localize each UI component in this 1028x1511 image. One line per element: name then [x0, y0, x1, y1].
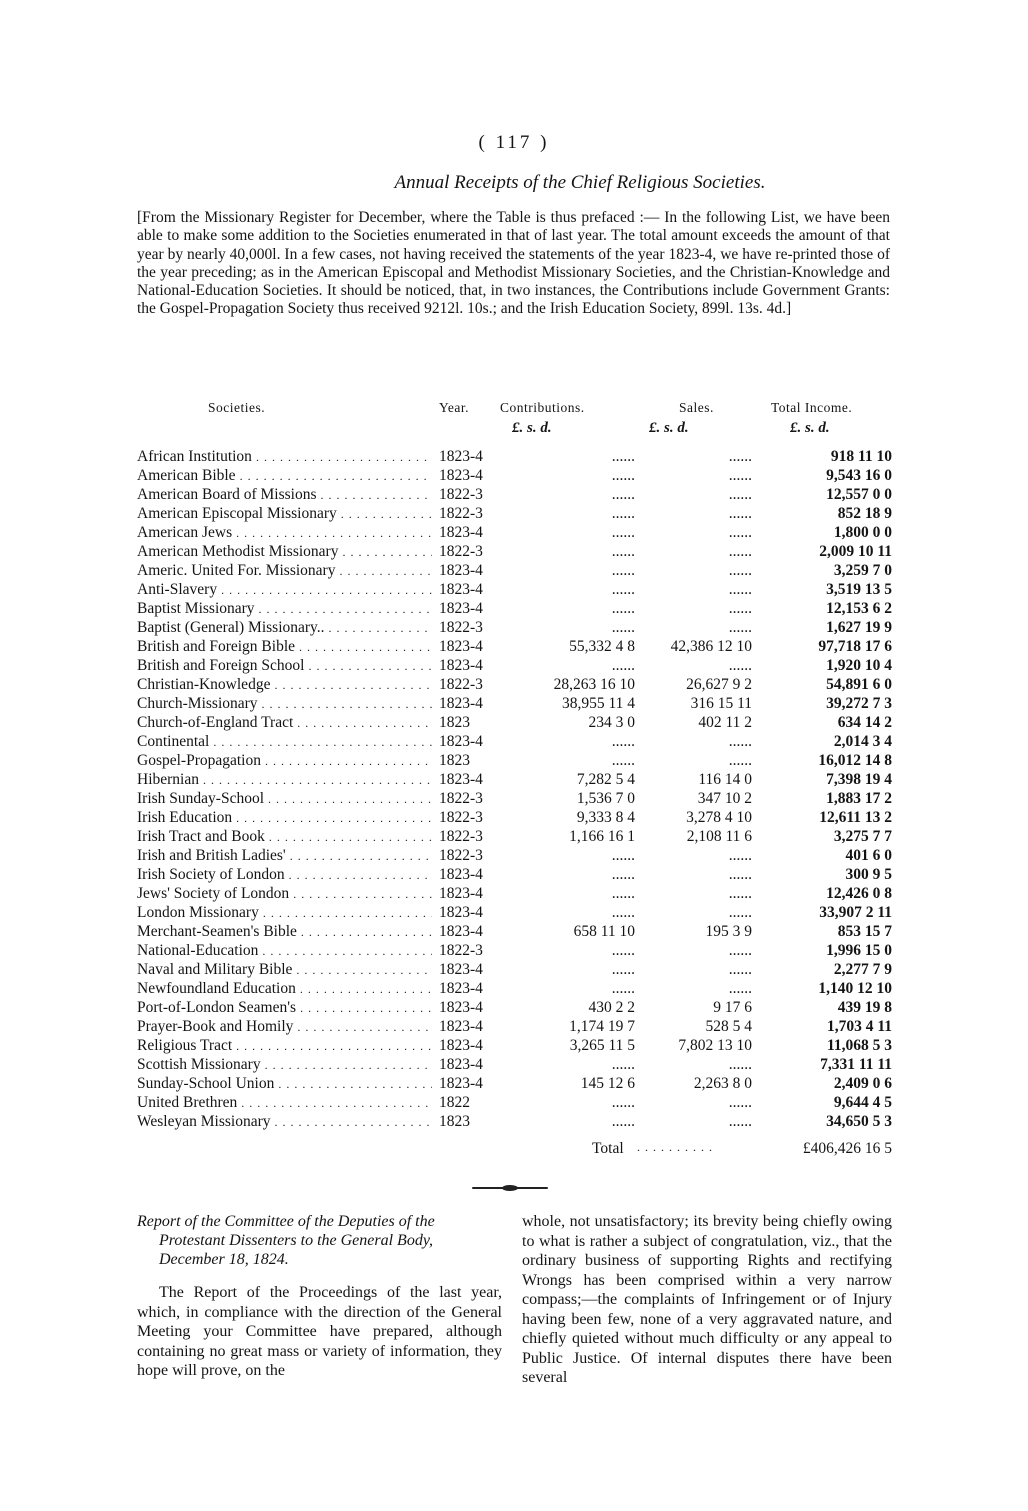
society-sales: 195 3 9 — [705, 923, 752, 940]
society-contributions: ...... — [611, 524, 635, 541]
table-row — [137, 960, 892, 979]
society-sales: 3,278 4 10 — [686, 809, 752, 826]
society-sales: 26,627 9 2 — [686, 676, 752, 693]
society-name: Baptist Missionary . . . — [137, 599, 432, 619]
society-total-income: 1,703 4 11 — [826, 1018, 892, 1035]
society-name: Irish Sunday-School . . . — [137, 789, 432, 809]
society-name: Americ. United For. Missionary . . . — [137, 561, 432, 581]
table-row — [137, 1055, 892, 1074]
society-total-income: 11,068 5 3 — [826, 1037, 892, 1054]
society-sales: 402 11 2 — [698, 714, 752, 731]
society-name: American Jews . . . — [137, 523, 432, 543]
table-row — [137, 504, 892, 523]
society-contributions: 9,333 8 4 — [576, 809, 635, 826]
society-sales: ...... — [728, 980, 752, 997]
society-total-income: 12,557 0 0 — [826, 486, 892, 503]
society-total-income: 1,920 10 4 — [826, 657, 892, 674]
units-contributions: £. s. d. — [512, 420, 552, 436]
society-name: Scottish Missionary . . . — [137, 1055, 432, 1075]
society-contributions: 38,955 11 4 — [561, 695, 635, 712]
society-total-income: 7,331 11 11 — [820, 1056, 892, 1073]
society-total-income: 1,627 19 9 — [826, 619, 892, 636]
table-row — [137, 865, 892, 884]
society-sales: 347 10 2 — [697, 790, 752, 807]
society-contributions: ...... — [611, 505, 635, 522]
society-total-income: 97,718 17 6 — [818, 638, 892, 655]
society-contributions: ...... — [611, 562, 635, 579]
society-year: 1823 — [439, 1113, 470, 1130]
society-sales: ...... — [728, 752, 752, 769]
society-name: Merchant-Seamen's Bible . . . — [137, 922, 432, 942]
society-name: African Institution . . . — [137, 447, 432, 467]
table-row — [137, 884, 892, 903]
table-row — [137, 637, 892, 656]
society-name: National-Education . . . — [137, 941, 432, 961]
society-year: 1822 — [439, 1094, 470, 1111]
society-year: 1823-4 — [439, 657, 483, 674]
society-total-income: 918 11 10 — [830, 448, 892, 465]
society-contributions: ...... — [611, 980, 635, 997]
society-sales: ...... — [728, 486, 752, 503]
table-row — [137, 713, 892, 732]
society-sales: ...... — [728, 505, 752, 522]
society-year: 1823-4 — [439, 524, 483, 541]
society-year: 1823-4 — [439, 1018, 483, 1035]
society-total-income: 2,009 10 11 — [819, 543, 892, 560]
society-contributions: ...... — [611, 885, 635, 902]
table-row — [137, 1093, 892, 1112]
society-name: Wesleyan Missionary . . . — [137, 1112, 432, 1132]
society-year: 1823-4 — [439, 638, 483, 655]
society-name: Irish Society of London . . . — [137, 865, 432, 885]
society-contributions: ...... — [611, 619, 635, 636]
society-year: 1823-4 — [439, 980, 483, 997]
society-contributions: ...... — [611, 448, 635, 465]
society-total-income: 33,907 2 11 — [819, 904, 892, 921]
society-sales: ...... — [728, 866, 752, 883]
society-total-income: 2,277 7 9 — [833, 961, 892, 978]
society-name: American Bible . . . — [137, 466, 432, 486]
society-total-income: 1,883 17 2 — [826, 790, 892, 807]
society-name: Baptist (General) Missionary.. . . . — [137, 618, 432, 638]
society-total-income: 9,543 16 0 — [826, 467, 892, 484]
table-row — [137, 656, 892, 675]
table-row — [137, 675, 892, 694]
table-row — [137, 751, 892, 770]
society-sales: ...... — [728, 885, 752, 902]
society-total-income: 12,153 6 2 — [826, 600, 892, 617]
society-contributions: 55,332 4 8 — [569, 638, 635, 655]
society-contributions: ...... — [611, 486, 635, 503]
society-name: Port-of-London Seamen's . . . — [137, 998, 432, 1018]
society-sales: ...... — [728, 543, 752, 560]
society-year: 1823 — [439, 714, 470, 731]
table-row — [137, 694, 892, 713]
society-name: Hibernian . . . — [137, 770, 432, 790]
society-contributions: ...... — [611, 657, 635, 674]
table-row — [137, 542, 892, 561]
society-year: 1822-3 — [439, 847, 483, 864]
society-sales: 116 14 0 — [698, 771, 752, 788]
society-year: 1822-3 — [439, 676, 483, 693]
table-row — [137, 922, 892, 941]
table-row — [137, 447, 892, 466]
society-year: 1823-4 — [439, 448, 483, 465]
table-row — [137, 580, 892, 599]
society-total-income: 439 19 8 — [837, 999, 892, 1016]
society-sales: ...... — [728, 942, 752, 959]
society-contributions: ...... — [611, 600, 635, 617]
table-row — [137, 827, 892, 846]
section-divider — [472, 1187, 548, 1189]
society-total-income: 2,014 3 4 — [833, 733, 892, 750]
header-sales: Sales. — [679, 400, 714, 415]
society-total-income: 12,611 13 2 — [819, 809, 892, 826]
society-year: 1823-4 — [439, 562, 483, 579]
society-year: 1823-4 — [439, 600, 483, 617]
society-year: 1823 — [439, 752, 470, 769]
society-contributions: ...... — [611, 733, 635, 750]
society-sales: ...... — [728, 619, 752, 636]
society-name: British and Foreign School . . . — [137, 656, 432, 676]
report-body-right: whole, not unsatisfactory; its brevity being chiefly owing to what is rather a subject of congratulation, viz., that the ordinary business of supporting Rights and rectifying Wrongs has been comprised within a very narrow compass;—the complaints of Infringement or of Injury having been few, none of a very aggravated nature, and chiefly quieted without much difficulty or any appeal to Public Justice. Of internal disputes there have been several — [522, 1213, 892, 1386]
society-year: 1822-3 — [439, 790, 483, 807]
society-sales: ...... — [728, 562, 752, 579]
table-row — [137, 770, 892, 789]
table-row — [137, 846, 892, 865]
society-total-income: 1,800 0 0 — [833, 524, 892, 541]
society-year: 1822-3 — [439, 543, 483, 560]
society-sales: ...... — [728, 467, 752, 484]
total-label: Total — [592, 1140, 624, 1157]
table-row — [137, 523, 892, 542]
society-name: Gospel-Propagation . . . — [137, 751, 432, 771]
society-name: Church-of-England Tract . . . — [137, 713, 432, 733]
society-total-income: 12,426 0 8 — [826, 885, 892, 902]
society-name: Irish and British Ladies' . . . — [137, 846, 432, 866]
society-total-income: 3,519 13 5 — [826, 581, 892, 598]
society-sales: ...... — [728, 448, 752, 465]
society-contributions: 1,174 19 7 — [569, 1018, 635, 1035]
society-name: Irish Tract and Book . . . — [137, 827, 432, 847]
table-row — [137, 1112, 892, 1131]
receipts-table — [137, 447, 892, 1131]
society-sales: 2,263 8 0 — [693, 1075, 752, 1092]
society-year: 1822-3 — [439, 809, 483, 826]
society-total-income: 3,275 7 7 — [833, 828, 892, 845]
society-name: Anti-Slavery . . . — [137, 580, 432, 600]
intro-paragraph: [From the Missionary Register for December, where the Table is thus prefaced :— In the following List, we have been able to make some addition to the Societies enumerated in that of last year. The total amount exceeds the amount of that year by nearly 40,000l. In a few cases, not having received the statements of the year 1823-4, we have re-printed those of the year preceding; as in the American Episcopal and Methodist Missionary Societies, and the Christian-Knowledge and National-Education Societies. It should be noticed, that, in two instances, the Contributions include Government Grants: the Gospel-Propagation Society thus received 9212l. 10s.; and the Irish Education Society, 899l. 13s. 4d.] — [137, 209, 890, 318]
society-total-income: 1,140 12 10 — [818, 980, 892, 997]
society-contributions: 7,282 5 4 — [576, 771, 635, 788]
society-contributions: ...... — [611, 543, 635, 560]
society-sales: ...... — [728, 581, 752, 598]
society-sales: 316 15 11 — [690, 695, 752, 712]
society-total-income: 2,409 0 6 — [833, 1075, 892, 1092]
society-year: 1822-3 — [439, 486, 483, 503]
society-contributions: 430 2 2 — [588, 999, 635, 1016]
society-contributions: ...... — [611, 1056, 635, 1073]
units-sales: £. s. d. — [649, 420, 689, 436]
society-contributions: 145 12 6 — [580, 1075, 635, 1092]
society-total-income: 16,012 14 8 — [818, 752, 892, 769]
society-name: American Methodist Missionary . . . — [137, 542, 432, 562]
society-name: Naval and Military Bible . . . — [137, 960, 432, 980]
society-total-income: 852 18 9 — [837, 505, 892, 522]
society-name: Christian-Knowledge . . . — [137, 675, 432, 695]
society-contributions: 234 3 0 — [588, 714, 635, 731]
society-year: 1823-4 — [439, 904, 483, 921]
report-title: Report of the Committee of the Deputies of the Protestant Dissenters to the General Body, December 18, 1824. — [137, 1213, 435, 1268]
society-total-income: 39,272 7 3 — [826, 695, 892, 712]
society-year: 1822-3 — [439, 505, 483, 522]
society-sales: ...... — [728, 1056, 752, 1073]
society-name: Prayer-Book and Homily . . . — [137, 1017, 432, 1037]
society-contributions: 28,263 16 10 — [553, 676, 635, 693]
society-sales: ...... — [728, 600, 752, 617]
table-row — [137, 561, 892, 580]
society-sales: ...... — [728, 904, 752, 921]
society-year: 1823-4 — [439, 999, 483, 1016]
table-row — [137, 485, 892, 504]
society-year: 1823-4 — [439, 771, 483, 788]
society-name: Newfoundland Education . . . — [137, 979, 432, 999]
society-sales: ...... — [728, 524, 752, 541]
society-year: 1823-4 — [439, 1056, 483, 1073]
society-year: 1822-3 — [439, 942, 483, 959]
society-year: 1822-3 — [439, 619, 483, 636]
society-contributions: ...... — [611, 467, 635, 484]
table-row — [137, 979, 892, 998]
table-row — [137, 466, 892, 485]
society-contributions: ...... — [611, 942, 635, 959]
society-total-income: 401 6 0 — [845, 847, 892, 864]
society-name: Sunday-School Union . . . — [137, 1074, 432, 1094]
society-year: 1823-4 — [439, 866, 483, 883]
society-total-income: 853 15 7 — [837, 923, 892, 940]
society-name: Religious Tract . . . — [137, 1036, 432, 1056]
society-year: 1823-4 — [439, 885, 483, 902]
header-total-income: Total Income. — [771, 400, 853, 415]
society-contributions: 3,265 11 5 — [569, 1037, 635, 1054]
society-year: 1823-4 — [439, 1037, 483, 1054]
society-year: 1822-3 — [439, 828, 483, 845]
society-sales: 528 5 4 — [705, 1018, 752, 1035]
table-row — [137, 1036, 892, 1055]
page-number: ( 117 ) — [478, 132, 550, 153]
society-year: 1823-4 — [439, 467, 483, 484]
table-row — [137, 732, 892, 751]
society-name: American Board of Missions . . . — [137, 485, 432, 505]
society-contributions: ...... — [611, 581, 635, 598]
society-name: Church-Missionary . . . — [137, 694, 432, 714]
units-total: £. s. d. — [790, 420, 830, 436]
society-contributions: ...... — [611, 866, 635, 883]
table-total-row — [137, 1140, 892, 1160]
total-leader-dots: . . . . . . . . . . — [637, 1140, 713, 1154]
society-sales: ...... — [728, 961, 752, 978]
table-row — [137, 903, 892, 922]
header-year: Year. — [439, 400, 470, 415]
society-year: 1823-4 — [439, 581, 483, 598]
header-contributions: Contributions. — [500, 400, 585, 415]
header-societies: Societies. — [208, 400, 266, 415]
society-contributions: ...... — [611, 904, 635, 921]
society-total-income: 54,891 6 0 — [826, 676, 892, 693]
society-sales: ...... — [728, 657, 752, 674]
society-name: Jews' Society of London . . . — [137, 884, 432, 904]
table-row — [137, 1074, 892, 1093]
table-row — [137, 618, 892, 637]
society-year: 1823-4 — [439, 1075, 483, 1092]
report-body-left: The Report of the Proceedings of the last year, which, in compliance with the direction of the General Meeting your Committee have prepared, although containing no great mass or variety of information, they hope will prove, on the — [137, 1284, 502, 1379]
page-title: Annual Receipts of the Chief Religious Societies. — [394, 172, 766, 193]
society-total-income: 7,398 19 4 — [826, 771, 892, 788]
society-contributions: 1,536 7 0 — [576, 790, 635, 807]
society-total-income: 3,259 7 0 — [833, 562, 892, 579]
report-left-column — [137, 1212, 502, 1381]
society-total-income: 9,644 4 5 — [833, 1094, 892, 1111]
society-sales: 42,386 12 10 — [670, 638, 752, 655]
society-year: 1823-4 — [439, 961, 483, 978]
society-contributions: ...... — [611, 1113, 635, 1130]
society-name: Continental . . . — [137, 732, 432, 752]
society-total-income: 34,650 5 3 — [826, 1113, 892, 1130]
table-row — [137, 808, 892, 827]
society-contributions: ...... — [611, 752, 635, 769]
society-contributions: ...... — [611, 847, 635, 864]
society-name: British and Foreign Bible . . . — [137, 637, 432, 657]
society-total-income: 300 9 5 — [845, 866, 892, 883]
society-sales: 2,108 11 6 — [686, 828, 752, 845]
table-row — [137, 998, 892, 1017]
table-row — [137, 941, 892, 960]
table-row — [137, 1017, 892, 1036]
table-row — [137, 599, 892, 618]
society-year: 1823-4 — [439, 733, 483, 750]
table-header — [137, 400, 892, 440]
society-sales: 7,802 13 10 — [678, 1037, 752, 1054]
society-contributions: 1,166 16 1 — [569, 828, 635, 845]
society-year: 1823-4 — [439, 695, 483, 712]
table-row — [137, 789, 892, 808]
society-name: American Episcopal Missionary . . . — [137, 504, 432, 524]
society-sales: ...... — [728, 1094, 752, 1111]
society-total-income: 634 14 2 — [837, 714, 892, 731]
society-total-income: 1,996 15 0 — [826, 942, 892, 959]
society-year: 1823-4 — [439, 923, 483, 940]
society-name: United Brethren . . . — [137, 1093, 432, 1113]
society-sales: 9 17 6 — [713, 999, 752, 1016]
society-sales: ...... — [728, 847, 752, 864]
society-sales: ...... — [728, 1113, 752, 1130]
society-name: Irish Education . . . — [137, 808, 432, 828]
society-contributions: ...... — [611, 1094, 635, 1111]
total-value: £406,426 16 5 — [802, 1140, 892, 1157]
society-sales: ...... — [728, 733, 752, 750]
society-name: London Missionary . . . — [137, 903, 432, 923]
society-contributions: ...... — [611, 961, 635, 978]
society-contributions: 658 11 10 — [573, 923, 635, 940]
